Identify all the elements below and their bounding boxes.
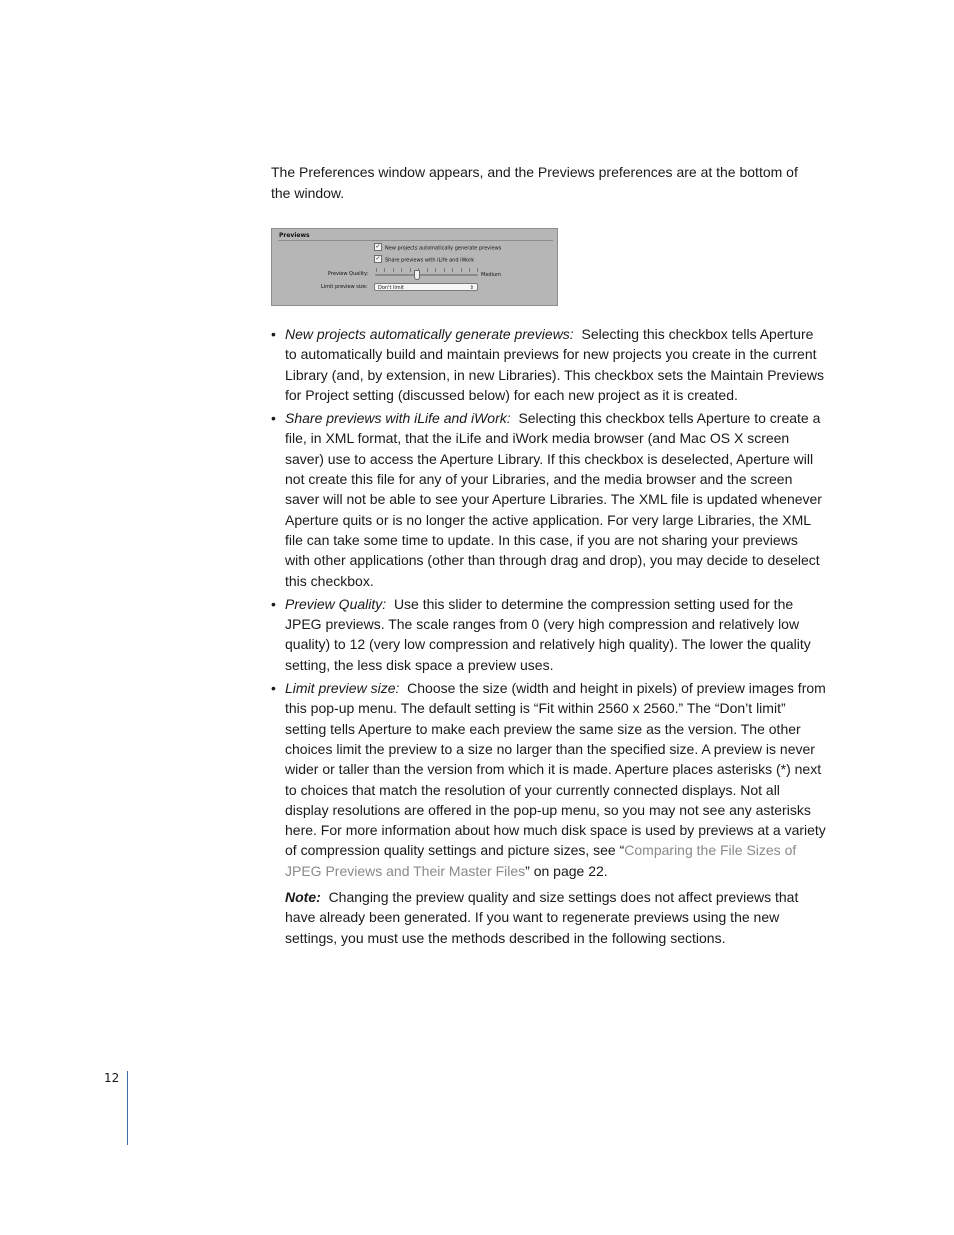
slider-tick	[461, 268, 462, 272]
slider-tick	[376, 268, 377, 272]
bullet-text: Use this slider to determine the compression setting used for the JPEG previews. The scale ranges from 0 (very high compression and relatively low quality) to 12 (very low compression and relatively high quality). The lower the quality setting, the less disk space a preview uses.	[285, 595, 811, 673]
auto-generate-previews-label: New projects automatically generate previews	[385, 245, 502, 252]
bullet-glyph: •	[271, 680, 276, 697]
slider-tick	[410, 268, 411, 272]
prefs-divider	[278, 240, 553, 241]
auto-generate-previews-row	[374, 244, 501, 253]
preferences-bullet-list	[271, 324, 826, 884]
note-text: Changing the preview quality and size settings does not affect previews that have already been generated. If you want to regenerate previews using the new settings, you must use the methods described in the following sections.	[285, 889, 799, 946]
slider-tick	[477, 268, 478, 272]
list-item	[271, 324, 826, 405]
slider-tick	[469, 268, 470, 272]
bullet-glyph: •	[271, 595, 276, 612]
prefs-section-title: Previews	[279, 232, 310, 239]
list-item	[271, 408, 826, 591]
slider-tick	[384, 268, 385, 272]
preview-quality-label: Preview Quality:	[328, 271, 369, 277]
note-label: Note:	[285, 889, 321, 905]
bullet-text: Selecting this checkbox tells Aperture to automatically build and maintain previews for new projects you create in the current Library (and, by extension, in new Libraries). This checkbox sets the Maintain Previews for Project setting (discussed below) for each new project as it is created.	[285, 326, 824, 403]
previews-preferences-screenshot	[271, 228, 558, 306]
page-number: 12	[104, 1071, 120, 1085]
limit-preview-size-label: Limit preview size:	[321, 284, 368, 290]
bullet-text: Selecting this checkbox tells Aperture to create a file, in XML format, that the iLife and iWork media browser (and Mac OS X screen saver) use to access the Aperture Library. If this checkbox is deselected, Aperture will not create this file for any of your Libraries, and the media browser and the screen saver will not be able to see your Aperture Libraries. The XML file is updated whenever Aperture quits or is no longer the active application. For very large Libraries, the XML file can take some time to update. In this case, if you are not sharing your previews with other applications (other than through drag and drop), you may decide to deselect this checkbox.	[285, 410, 822, 589]
slider-tick	[435, 268, 436, 272]
bullet-glyph: •	[271, 410, 276, 427]
slider-tick	[452, 268, 453, 272]
slider-tick	[427, 268, 428, 272]
preview-quality-slider-knob	[414, 270, 420, 280]
preview-quality-slider-track	[375, 274, 478, 276]
share-previews-checkbox: ✓	[375, 255, 381, 262]
bullet-term: Limit preview size:	[285, 680, 400, 697]
preview-quality-value: Medium	[481, 272, 501, 278]
slider-tick	[444, 268, 445, 272]
slider-tick	[393, 268, 394, 272]
limit-preview-size-popup	[374, 283, 478, 291]
bullet-term: Preview Quality:	[285, 595, 387, 612]
bullet-text-suffix: ” on page 22.	[525, 862, 608, 879]
note-paragraph	[285, 887, 826, 948]
intro-paragraph: The Preferences window appears, and the Previews preferences are at the bottom of the window.	[271, 164, 798, 201]
cross-reference-link[interactable]: Comparing the File Sizes of JPEG Previews and Their Master Files	[285, 842, 797, 879]
bullet-glyph: •	[271, 326, 276, 342]
auto-generate-previews-checkbox: ✓	[375, 243, 381, 250]
margin-rule	[127, 1071, 128, 1145]
bullet-term: Share previews with iLife and iWork:	[285, 410, 511, 427]
bullet-text: Choose the size (width and height in pixels) of preview images from this pop-up menu. The default setting is “Fit within 2560 x 2560.” The “Don’t limit” setting tells Aperture to make each preview the same size as the version. The other choices limit the preview to a size no larger than the specified size. A preview is never wider or taller than the version from which it is made. Aperture places asterisks (*) next to choices that match the resolution of your currently connected displays. Not all display resolutions are offered in the pop-up menu, so you may not see any asterisks here. For more information about how much disk space is used by previews at a variety of compression quality settings and picture sizes, see “	[285, 680, 826, 859]
slider-tick	[401, 268, 402, 272]
share-previews-row	[374, 256, 474, 265]
list-item	[271, 678, 826, 881]
limit-preview-size-value: Don't limit	[378, 285, 405, 291]
popup-arrows-icon: ⇕	[469, 285, 474, 291]
list-item	[271, 594, 826, 675]
share-previews-label: Share previews with iLife and iWork	[385, 257, 475, 264]
bullet-term: New projects automatically generate previews:	[285, 326, 574, 342]
